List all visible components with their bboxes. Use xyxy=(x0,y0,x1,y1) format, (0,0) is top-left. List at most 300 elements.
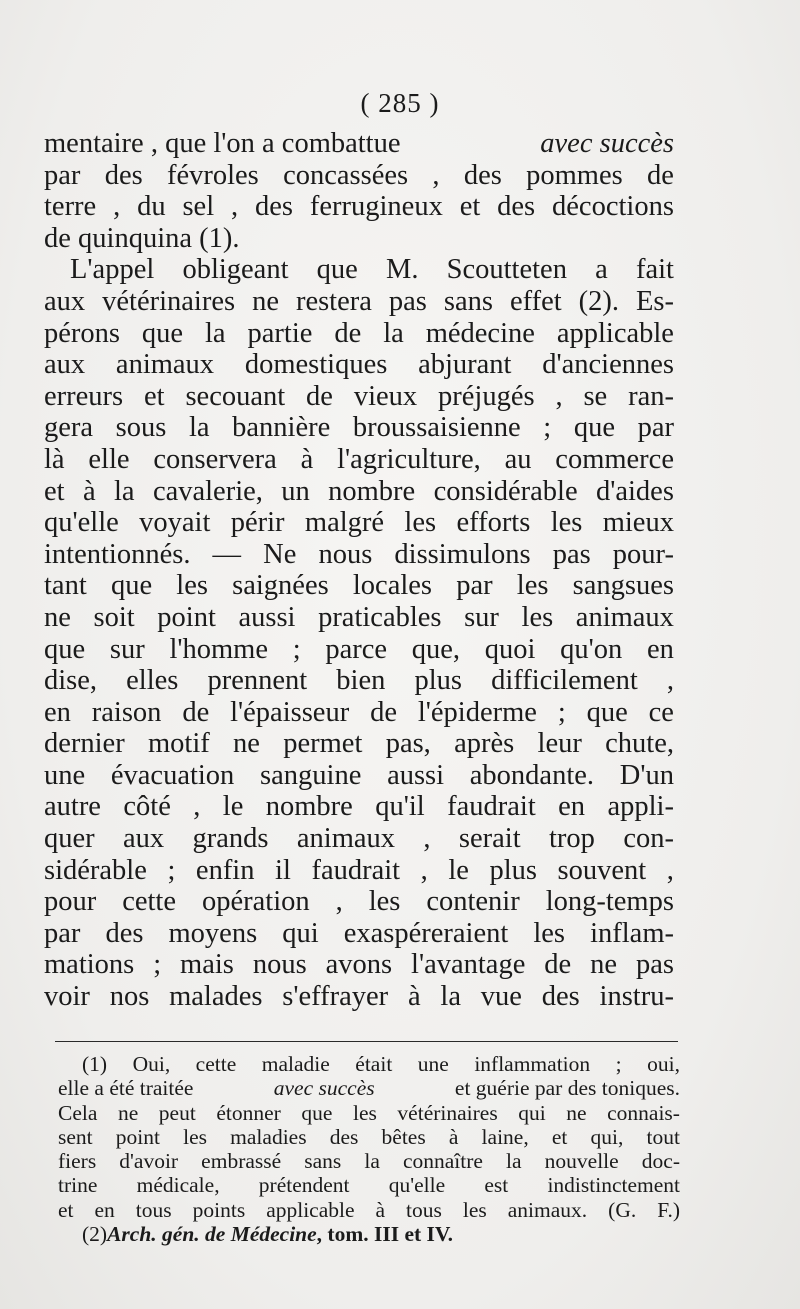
word: médicale, xyxy=(136,1173,220,1198)
text-segment: (2) xyxy=(82,1222,108,1247)
word: bannière xyxy=(232,412,331,444)
word: et xyxy=(44,475,65,507)
word: moyens xyxy=(168,917,258,949)
word: exaspéreraient xyxy=(343,917,509,949)
word: mais xyxy=(180,949,234,981)
footnote-line xyxy=(58,1222,680,1246)
word: point xyxy=(157,601,216,633)
word: quoi xyxy=(484,633,536,665)
word: ferrugineux xyxy=(309,191,443,223)
word: les xyxy=(462,1197,487,1222)
word: des xyxy=(255,191,293,223)
word: animaux xyxy=(575,601,674,633)
word: à xyxy=(448,1124,459,1149)
word: nous xyxy=(252,949,307,981)
word: Es- xyxy=(635,285,674,317)
word: Cela xyxy=(58,1100,98,1125)
text-line xyxy=(44,886,674,918)
word: soit xyxy=(93,601,135,633)
word: plus xyxy=(414,665,462,697)
word: pour xyxy=(44,886,97,918)
word: points xyxy=(192,1197,246,1222)
text-line xyxy=(44,697,674,729)
word: des xyxy=(105,917,144,949)
word: l'épiderme xyxy=(417,696,537,728)
word: sent xyxy=(58,1124,93,1149)
word: la xyxy=(364,1149,380,1174)
word: ne xyxy=(44,601,71,633)
word: qu'on xyxy=(560,633,623,665)
word: Oui, xyxy=(132,1052,171,1076)
word: , xyxy=(193,791,201,823)
paragraph-start-line xyxy=(44,254,674,286)
word: animaux xyxy=(296,823,396,855)
italic-segment: avec succès xyxy=(540,128,674,159)
word: une xyxy=(417,1052,449,1076)
word: cavalerie, xyxy=(152,475,263,507)
word: la xyxy=(440,981,461,1013)
word: aussi xyxy=(238,601,296,633)
word: con- xyxy=(623,823,674,855)
text-segment: et guérie par des toniques. xyxy=(454,1076,680,1101)
word: bien xyxy=(336,665,386,697)
word: raison xyxy=(91,696,162,728)
footnote-line xyxy=(58,1125,680,1149)
word: des xyxy=(463,159,502,191)
word: s'effrayer xyxy=(282,981,389,1013)
word: contenir xyxy=(426,886,520,918)
word: du xyxy=(137,191,166,223)
word: vieux xyxy=(353,380,418,412)
footnote-divider xyxy=(55,1041,678,1042)
word: l'homme xyxy=(169,633,268,665)
word: ; xyxy=(292,633,301,665)
word: tous xyxy=(406,1197,442,1222)
word: de xyxy=(544,949,572,981)
word: de xyxy=(370,696,397,728)
word: cette xyxy=(122,886,177,918)
word: qui, xyxy=(590,1124,624,1149)
word: considérable xyxy=(433,475,578,507)
word: en xyxy=(558,791,586,823)
word: voir xyxy=(44,981,90,1013)
word: Ne xyxy=(263,538,297,570)
word: des xyxy=(541,981,580,1013)
word: les xyxy=(550,507,583,539)
word: vétérinaires xyxy=(102,285,236,317)
word: la xyxy=(113,475,135,507)
word: broussaisienne xyxy=(352,412,521,444)
word: les xyxy=(404,507,437,539)
footnote-line xyxy=(58,1149,680,1173)
word: effet xyxy=(509,285,562,317)
text-line xyxy=(44,539,674,571)
word: praticables xyxy=(318,601,442,633)
word: connais- xyxy=(607,1100,680,1125)
footnote-line xyxy=(58,1101,680,1125)
word: que xyxy=(573,412,615,444)
word: malades xyxy=(169,981,263,1013)
word: nos xyxy=(109,981,150,1013)
footnote-line xyxy=(58,1198,680,1222)
word: maladies xyxy=(230,1124,307,1149)
word: ne xyxy=(566,1100,587,1125)
word: tout xyxy=(646,1124,680,1149)
word: M. xyxy=(386,254,419,286)
footnotes-block xyxy=(58,1052,680,1246)
word: applicable xyxy=(266,1197,355,1222)
word: pas xyxy=(635,949,674,981)
word: pour- xyxy=(612,538,674,570)
word: d'aides xyxy=(595,475,674,507)
word: leur xyxy=(537,728,582,760)
word: malgré xyxy=(304,507,385,539)
text-line xyxy=(44,634,674,666)
text-line xyxy=(44,160,674,192)
word: que xyxy=(316,254,358,286)
word: qu'elle xyxy=(44,507,119,539)
text-line xyxy=(44,507,674,539)
word: mations xyxy=(44,949,135,981)
word: gera xyxy=(44,412,94,444)
text-line xyxy=(44,823,674,855)
word: aussi xyxy=(387,759,445,791)
word: dissimulons xyxy=(394,538,531,570)
word: conservera xyxy=(153,443,277,475)
word: elle xyxy=(88,443,130,475)
word: d'avoir xyxy=(119,1149,179,1174)
word: d'anciennes xyxy=(542,349,674,381)
word: , xyxy=(432,159,440,191)
word: sidérable xyxy=(44,854,147,886)
word: la xyxy=(506,1149,522,1174)
italic-segment: avec succès xyxy=(273,1076,375,1101)
page-number: ( 285 ) xyxy=(360,88,440,118)
word: fiers xyxy=(58,1149,97,1174)
word: obligeant xyxy=(182,254,289,286)
word: périr xyxy=(230,507,285,539)
word: de xyxy=(182,696,210,728)
word: nous xyxy=(318,538,373,570)
word: qui xyxy=(282,917,319,949)
word: ; xyxy=(557,696,566,728)
word: févroles xyxy=(166,159,259,191)
word: il xyxy=(275,854,291,886)
word: permet xyxy=(283,728,363,760)
word: les xyxy=(368,886,401,918)
word: une xyxy=(44,759,86,791)
word: secouant xyxy=(185,380,286,412)
word: indistinctement xyxy=(547,1173,680,1198)
word: préjugés xyxy=(438,380,535,412)
word: sanguine xyxy=(260,759,362,791)
main-text-block xyxy=(44,128,674,1013)
word: tant xyxy=(44,570,87,602)
word: qui xyxy=(518,1100,546,1125)
word: pommes xyxy=(526,159,623,191)
word: inflammation xyxy=(474,1052,591,1076)
word: aux xyxy=(44,285,86,317)
word: étonner xyxy=(216,1100,281,1125)
word: abjurant xyxy=(418,349,512,381)
word: dise, xyxy=(44,665,98,697)
word: quer xyxy=(44,823,95,855)
word: a xyxy=(595,254,608,286)
word: grands xyxy=(192,823,269,855)
text-line xyxy=(44,128,674,160)
word: à xyxy=(375,1197,386,1222)
word: par xyxy=(44,917,81,949)
word: l'avantage xyxy=(411,949,526,981)
word: à xyxy=(82,475,96,507)
word: côté xyxy=(123,791,171,823)
word: peut xyxy=(158,1100,196,1125)
word: en xyxy=(94,1197,115,1222)
word: sel xyxy=(182,191,215,223)
citation-title: Arch. gén. de Médecine xyxy=(107,1222,317,1247)
word: de xyxy=(306,380,333,412)
text-line xyxy=(44,286,674,318)
word: serait xyxy=(458,823,521,855)
word: , xyxy=(420,854,428,886)
word: aux xyxy=(44,349,86,381)
word: bêtes xyxy=(381,1124,426,1149)
word: que xyxy=(44,633,86,665)
word: se xyxy=(583,380,608,412)
word: restera xyxy=(295,285,372,317)
word: oui, xyxy=(647,1052,680,1076)
word: sur xyxy=(464,601,499,633)
word: ran- xyxy=(628,380,674,412)
text-line xyxy=(44,760,674,792)
text-line xyxy=(44,728,674,760)
word: les xyxy=(516,570,549,602)
word: long-temps xyxy=(545,886,674,918)
text-line xyxy=(44,918,674,950)
word: D'un xyxy=(619,759,674,791)
word: que xyxy=(586,696,628,728)
word: de xyxy=(647,159,674,191)
word: pas xyxy=(388,285,427,317)
word: abondante. xyxy=(469,759,595,791)
word: par xyxy=(456,570,493,602)
word: maladie xyxy=(261,1052,330,1076)
word: point xyxy=(115,1124,160,1149)
word: efforts xyxy=(456,507,531,539)
word: de xyxy=(334,317,362,349)
word: dernier xyxy=(44,728,125,760)
word: souvent xyxy=(557,854,647,886)
text-line xyxy=(44,444,674,476)
word: domestiques xyxy=(244,349,388,381)
word: laine, xyxy=(481,1124,529,1149)
word: prétendent xyxy=(258,1173,350,1198)
word: que, xyxy=(411,633,461,665)
word: , xyxy=(423,823,431,855)
word: pérons xyxy=(44,317,120,349)
word: cette xyxy=(195,1052,237,1076)
word: fait xyxy=(635,254,674,286)
word: après xyxy=(454,728,515,760)
word: partie xyxy=(247,317,313,349)
citation-volume: , tom. III et IV. xyxy=(316,1222,454,1247)
word: sans xyxy=(443,285,493,317)
word: inflam- xyxy=(590,917,674,949)
word: et xyxy=(144,380,165,412)
word: locales xyxy=(352,570,433,602)
word: saignées xyxy=(232,570,329,602)
word: plus xyxy=(489,854,537,886)
word: médecine xyxy=(425,317,535,349)
text-line: de quinquina (1). xyxy=(44,222,240,254)
word: animaux. xyxy=(507,1197,588,1222)
word: erreurs xyxy=(44,380,124,412)
word: commerce xyxy=(555,443,674,475)
word: que xyxy=(110,570,153,602)
word: en xyxy=(647,633,674,665)
word: opération xyxy=(201,886,310,918)
word: — xyxy=(212,538,242,570)
word: prennent xyxy=(207,665,308,697)
text-line xyxy=(44,949,674,981)
word: que xyxy=(141,317,184,349)
word: faudrait xyxy=(311,854,401,886)
word: doc- xyxy=(641,1149,680,1174)
word: décoctions xyxy=(552,191,674,223)
word: sans xyxy=(304,1149,342,1174)
text-line xyxy=(44,855,674,887)
word: , xyxy=(335,886,343,918)
word: le xyxy=(222,791,244,823)
word: l'agriculture, xyxy=(337,443,481,475)
word: connaître xyxy=(402,1149,483,1174)
text-line xyxy=(44,602,674,634)
word: évacuation xyxy=(110,759,235,791)
word: ; xyxy=(167,854,176,886)
text-segment: mentaire , que l'on a combattue xyxy=(44,128,401,159)
word: (1) xyxy=(82,1052,108,1076)
word: le xyxy=(448,854,469,886)
word: nombre xyxy=(265,791,353,823)
word: ne xyxy=(252,285,279,317)
word: nombre xyxy=(328,475,416,507)
text-line xyxy=(44,981,674,1013)
word: que xyxy=(301,1100,333,1125)
word: avons xyxy=(325,949,393,981)
word: ne xyxy=(233,728,260,760)
word: , xyxy=(113,191,121,223)
text-line xyxy=(44,318,674,350)
word: vue xyxy=(480,981,522,1013)
word: des xyxy=(104,159,143,191)
word: sangsues xyxy=(572,570,674,602)
word: (G. xyxy=(608,1197,637,1222)
word: applicable xyxy=(556,317,674,349)
word: elles xyxy=(126,665,179,697)
word: appli- xyxy=(607,791,674,823)
word: là xyxy=(44,443,65,475)
word: au xyxy=(504,443,532,475)
word: et xyxy=(551,1124,568,1149)
word: qu'il xyxy=(375,791,425,823)
word: mieux xyxy=(602,507,674,539)
word: trine xyxy=(58,1173,98,1198)
word: qu'elle xyxy=(388,1173,446,1198)
word: ; xyxy=(153,949,162,981)
word: la xyxy=(188,412,210,444)
word: à xyxy=(300,443,314,475)
footnote-line xyxy=(58,1076,680,1100)
word: pas xyxy=(552,538,591,570)
word: difficilement xyxy=(491,665,638,697)
word: ce xyxy=(648,696,674,728)
word: vétérinaires xyxy=(397,1100,498,1125)
word: par xyxy=(637,412,674,444)
text-segment: elle a été traitée xyxy=(58,1076,194,1101)
word: les xyxy=(521,601,554,633)
word: est xyxy=(484,1173,509,1198)
text-line xyxy=(44,412,674,444)
word: sous xyxy=(115,412,167,444)
word: parce xyxy=(325,633,388,665)
word: voyait xyxy=(139,507,211,539)
word: , xyxy=(555,380,563,412)
word: instru- xyxy=(599,981,674,1013)
word: était xyxy=(355,1052,393,1076)
word: ne xyxy=(117,1100,139,1125)
word: et xyxy=(459,191,481,223)
word: l'épaisseur xyxy=(230,696,350,728)
word: en xyxy=(44,696,71,728)
word: tous xyxy=(135,1197,172,1222)
word: intentionnés. xyxy=(44,538,191,570)
word: par xyxy=(44,159,81,191)
word: embrassé xyxy=(201,1149,282,1174)
word: les xyxy=(533,917,566,949)
word: à xyxy=(407,981,421,1013)
text-line xyxy=(44,191,674,223)
word: , xyxy=(666,665,674,697)
word: aux xyxy=(123,823,165,855)
word: ; xyxy=(615,1052,622,1076)
text-line xyxy=(44,476,674,508)
text-line xyxy=(44,665,674,697)
word: les xyxy=(352,1100,377,1125)
word: trop xyxy=(549,823,595,855)
word: nouvelle xyxy=(544,1149,619,1174)
footnote-line xyxy=(58,1173,680,1197)
footnote-line xyxy=(58,1052,680,1076)
word: enfin xyxy=(195,854,255,886)
word: chute, xyxy=(605,728,674,760)
text-line xyxy=(44,381,674,413)
word: terre xyxy=(44,191,97,223)
word: des xyxy=(497,191,536,223)
word: et xyxy=(58,1197,74,1222)
word: F.) xyxy=(657,1197,680,1222)
word: animaux xyxy=(115,349,215,381)
word: un xyxy=(281,475,310,507)
word: , xyxy=(231,191,239,223)
word: la xyxy=(383,317,404,349)
word: les xyxy=(183,1124,208,1149)
word: la xyxy=(205,317,226,349)
word: des xyxy=(329,1124,359,1149)
word: motif xyxy=(148,728,210,760)
text-line xyxy=(44,791,674,823)
word: , xyxy=(666,854,674,886)
word: Scoutteten xyxy=(446,254,567,286)
